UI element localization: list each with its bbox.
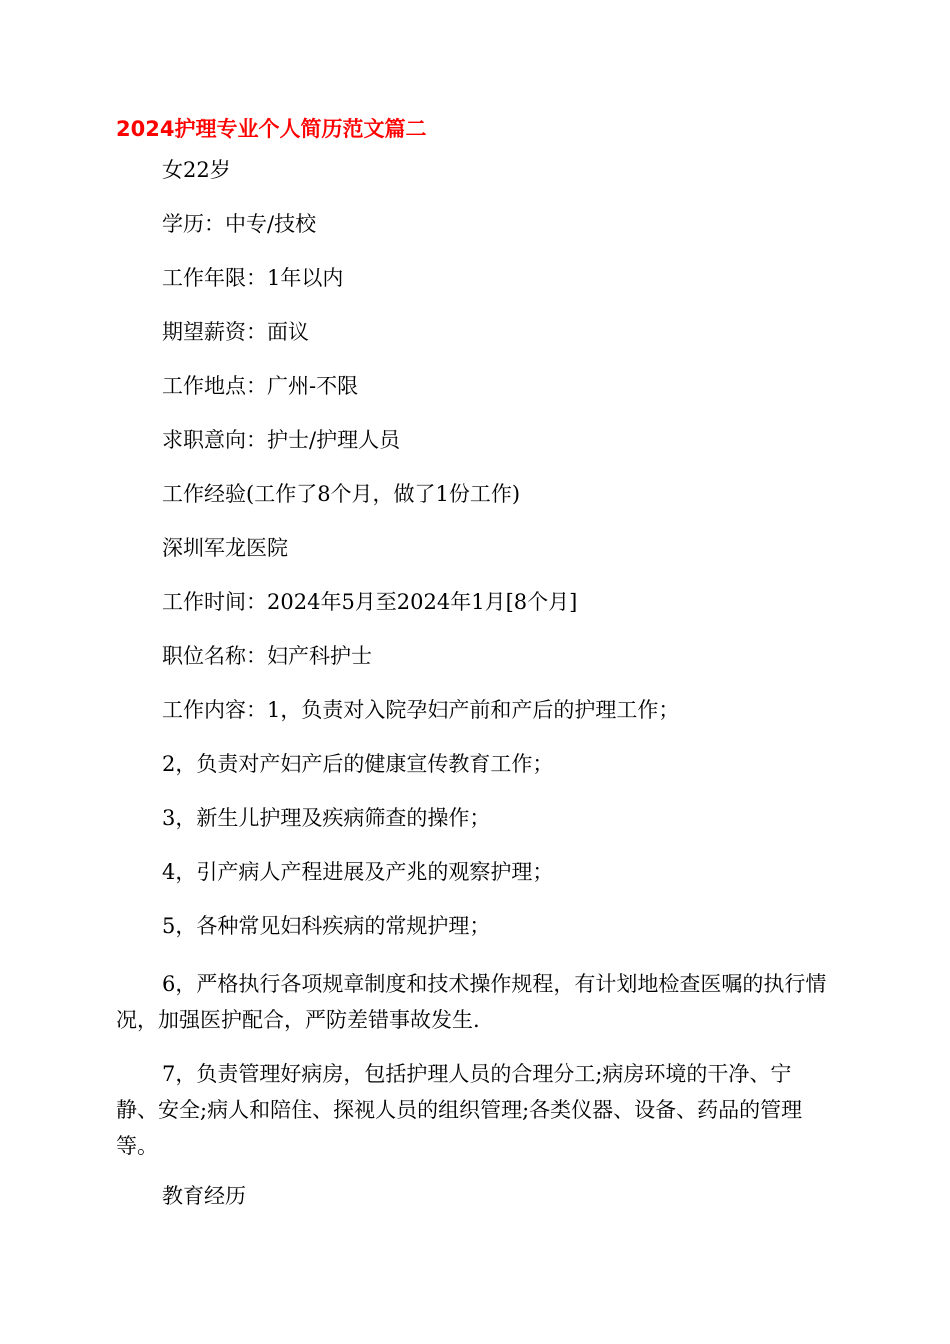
paragraph-duty-7: 7，负责管理好病房，包括护理人员的合理分工;病房环境的干净、宁静、安全;病人和陪住、探视人员的组织管理;各类仪器、设备、药品的管理等。 [116, 1062, 803, 1158]
paragraph-duty-4: 4，引产病人产程进展及产兆的观察护理； [162, 860, 554, 884]
paragraph-duty-2: 2，负责对产妇产后的健康宣传教育工作； [162, 752, 554, 776]
paragraph-duty-1: 工作内容：1，负责对入院孕妇产前和产后的护理工作； [162, 698, 680, 722]
paragraph-duty-3: 3，新生儿护理及疾病筛查的操作； [162, 806, 491, 830]
paragraph-duty-5: 5，各种常见妇科疾病的常规护理； [162, 914, 491, 938]
paragraph-gender-age: 女22岁 [162, 158, 231, 182]
document-title: 2024护理专业个人简历范文篇二 [116, 117, 427, 141]
paragraph-duty-6: 6，严格执行各项规章制度和技术操作规程，有计划地检查医嘱的执行情况，加强医护配合，严防差错事故发生. [116, 972, 827, 1032]
paragraph-work-years: 工作年限：1年以内 [162, 266, 344, 290]
paragraph-employer: 深圳军龙医院 [162, 536, 288, 560]
paragraph-work-period: 工作时间：2024年5月至2024年1月[8个月] [162, 590, 578, 614]
paragraph-work-experience: 工作经验(工作了8个月，做了1份工作) [162, 482, 521, 506]
paragraph-job-intention: 求职意向：护士/护理人员 [162, 428, 401, 452]
document-body [116, 156, 832, 1236]
paragraph-position: 职位名称：妇产科护士 [162, 644, 372, 668]
paragraph-education: 学历：中专/技校 [162, 212, 317, 236]
paragraph-work-location: 工作地点：广州-不限 [162, 374, 359, 398]
paragraph-expected-salary: 期望薪资：面议 [162, 320, 309, 344]
paragraph-education-history-heading: 教育经历 [162, 1184, 246, 1208]
